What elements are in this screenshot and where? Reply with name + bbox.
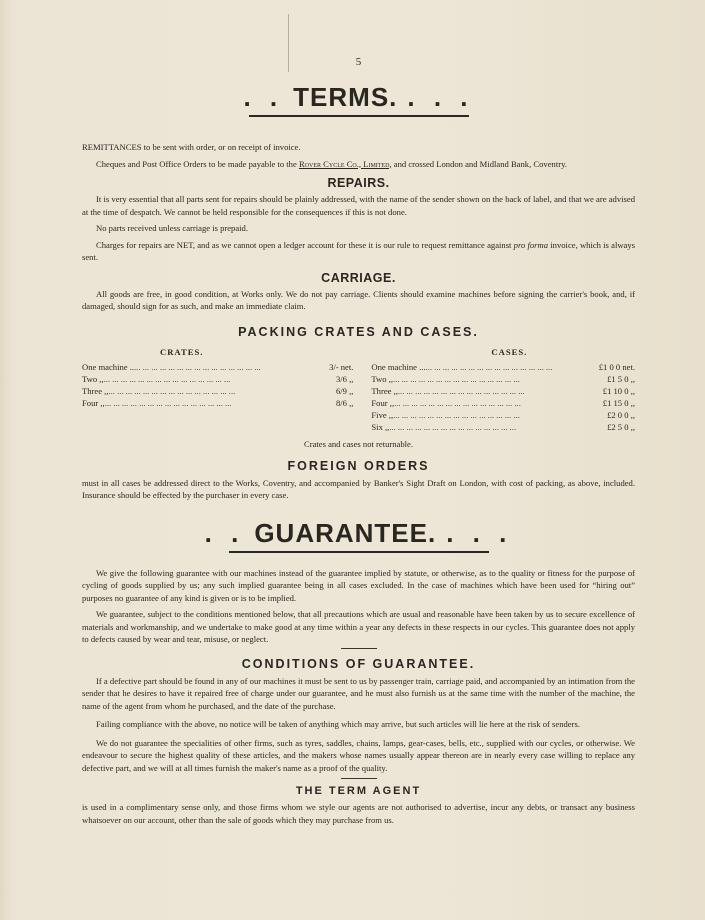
company-name: Rover Cycle Co., Limited, [298, 158, 392, 169]
crates-column [82, 347, 359, 433]
crates-row-label: One machine .. [82, 361, 135, 372]
cases-row-label: Four ,, [371, 397, 395, 408]
carriage-heading: CARRIAGE. [321, 270, 396, 285]
cases-row-price: £1 10 0 ,, [602, 385, 635, 396]
cases-row: Four ,, ... ... ... ... ... ... ... ... ... ... ... ... ... ... ... £1 15 0 ,, [371, 397, 635, 408]
repairs-paragraph-3: Charges for repairs are NET, and as we cannot open a ledger account for these it is our rule to request remittance against pro forma invoice, which is always sent. [82, 239, 635, 262]
crates-row-price: 8/6 ,, [335, 397, 354, 408]
terms-title-rule [249, 115, 469, 117]
carriage-paragraph: All goods are free, in good condition, at Works only. We do not pay carriage. Clients should examine machines before signing the carrier's book, and, if damaged, should sign for as such, and make an immediate claim. [82, 288, 635, 311]
crates-row: Two ,, ... ... ... ... ... ... ... ... ... ... ... ... ... ... ... 3/6 ,, [82, 373, 354, 384]
foreign-orders-heading: FOREIGN ORDERS [287, 458, 430, 473]
cases-row-price: £2 0 0 ,, [607, 409, 635, 420]
crates-row: Three ,, ... ... ... ... ... ... ... ... ... ... ... ... ... ... ... 6/9 ,, [82, 385, 354, 396]
crates-row-label: Two ,, [82, 373, 104, 384]
cases-rows [371, 361, 635, 433]
crates-rows [82, 361, 353, 409]
packing-price-table [82, 347, 635, 433]
guarantee-paragraph-2: We guarantee, subject to the conditions mentioned below, that all precautions which are usual and reasonable have been taken by us to secure excellence of materials and workmanship, and we undertake to make good at any time within a year any defects in these respects in our cycles. This guarantee does not apply to defects caused by wear and tear, misuse, or neglect. [82, 609, 635, 644]
crates-row-price: 3/6 ,, [335, 373, 354, 384]
conditions-paragraph-2: Failing compliance with the above, no notice will be taken of anything which may arrive, but such articles will lie here at the risk of senders. [96, 719, 580, 729]
terms-title-text: TERMS. [293, 82, 398, 112]
crates-row-price: 3/- net. [329, 361, 354, 372]
cheques-text: Cheques and Post Office Orders to be made payable to the Rover Cycle Co., Limited, and crossed London and Midland Bank, Coventry. [96, 158, 567, 169]
cases-row-price: £1 5 0 ,, [607, 373, 635, 384]
conditions-paragraph-3: We do not guarantee the specialities of other firms, such as tyres, saddles, chains, lamps, gear-cases, bells, etc., supplied with our cycles, or otherwise. We endeavour to secure the highest quality of these articles, and the makers whose names usually appear thereon are in nearly every case willing to replace any defective part, and we will at all times furnish the maker's name as a proof of the quality. [82, 737, 635, 773]
foreign-orders-paragraph: must in all cases be addressed direct to the Works, Coventry, and accompanied by Banker's Sight Draft on London, with cost of packing, as above, included. Insurance should be effected by the purchaser in every case. [82, 477, 635, 500]
crates-row-price: 6/9 ,, [335, 385, 354, 396]
crates-row: One machine .. ... ... ... ... ... ... ... ... ... ... ... ... ... ... ... 3/- net. [82, 361, 354, 372]
terms-title: . . TERMS. . . . [243, 82, 474, 112]
cases-column [359, 347, 635, 433]
cases-row: Five ,, ... ... ... ... ... ... ... ... ... ... ... ... ... ... ... £2 0 0 ,, [371, 409, 635, 420]
guarantee-title-rule [229, 551, 489, 553]
term-agent-heading: THE TERM AGENT [295, 785, 422, 797]
cases-row-label: Two ,, [371, 373, 394, 384]
cases-row: Two ,, ... ... ... ... ... ... ... ... ... ... ... ... ... ... ... £1 5 0 ,, [371, 373, 635, 384]
cases-row-label: One machine ... [371, 361, 426, 372]
conditions-heading: CONDITIONS OF GUARANTEE. [241, 656, 476, 671]
section-divider-rule [341, 648, 377, 649]
term-agent-paragraph: is used in a complimentary sense only, and those firms whom we style our agents are not authorised to advertise, incur any debts, or transact any business whatsoever on our account, other than the sale of goods which they may purchase from us. [82, 802, 635, 825]
crates-row: Four ,, ... ... ... ... ... ... ... ... ... ... ... ... ... ... ... 8/6 ,, [82, 397, 354, 408]
crates-row-label: Three ,, [82, 385, 109, 396]
guarantee-paragraph-1: We give the following guarantee with our machines instead of the guarantee implied by statute, or otherwise, as to the quality or fitness for the purpose of cycling of goods supplied by us; any such implied guarantee being in all cases excluded. In the case of machines which have been used for “hiring out” purposes no guarantee of any kind is given or is to be implied. [82, 567, 635, 603]
cases-row-label: Five ,, [371, 409, 394, 420]
cases-row-label: Six ,, [371, 421, 390, 432]
guarantee-title: . . GUARANTEE. . . . [204, 517, 513, 548]
cases-row: One machine ... ... ... ... ... ... ... ... ... ... ... ... ... ... ... ... £1 0 0 net. [371, 361, 635, 372]
cases-column-header: CASES. [491, 346, 528, 357]
packing-heading: PACKING CRATES AND CASES. [238, 324, 479, 339]
cases-row-price: £1 0 0 net. [598, 361, 635, 372]
conditions-paragraph-1: If a defective part should be found in any of our machines it must be sent to us by passenger train, carriage paid, and accompanied by an intimation from the sender that he desires to have it repaired free of charge under our guarantee, and he must also furnish us at the same time with the number of the machine, the name of the agent from whom he purchased, and the date of the purchase. [82, 675, 635, 711]
remittances-text: REMITTANCES to be sent with order, or on receipt of invoice. [82, 142, 301, 152]
page-number: 5 [355, 56, 362, 68]
repairs-paragraph-1: It is very essential that all parts sent for repairs should be plainly addressed, with the name of the sender shown on the back of label, and that we are advised at the time of despatch. We cannot be held responsible for the consequences if this is not done. [82, 194, 635, 217]
cases-row-price: £2 5 0 ,, [607, 421, 635, 432]
cases-row-label: Three ,, [371, 385, 398, 396]
cases-row: Six ,, ... ... ... ... ... ... ... ... ... ... ... ... ... ... ... £2 5 0 ,, [371, 421, 635, 432]
repairs-paragraph-2: No parts received unless carriage is prepaid. [96, 223, 248, 233]
table-divider [288, 14, 289, 72]
crates-note: Crates and cases not returnable. [303, 438, 414, 449]
guarantee-title-text: GUARANTEE. [254, 517, 437, 548]
crates-row-label: Four ,, [82, 397, 105, 408]
crates-column-header: CRATES. [160, 346, 204, 357]
repairs-heading: REPAIRS. [327, 176, 390, 190]
cases-row: Three ,, ... ... ... ... ... ... ... ... ... ... ... ... ... ... ... £1 10 0 ,, [371, 385, 635, 396]
agent-divider-rule [341, 778, 377, 779]
cases-row-price: £1 15 0 ,, [602, 397, 635, 408]
